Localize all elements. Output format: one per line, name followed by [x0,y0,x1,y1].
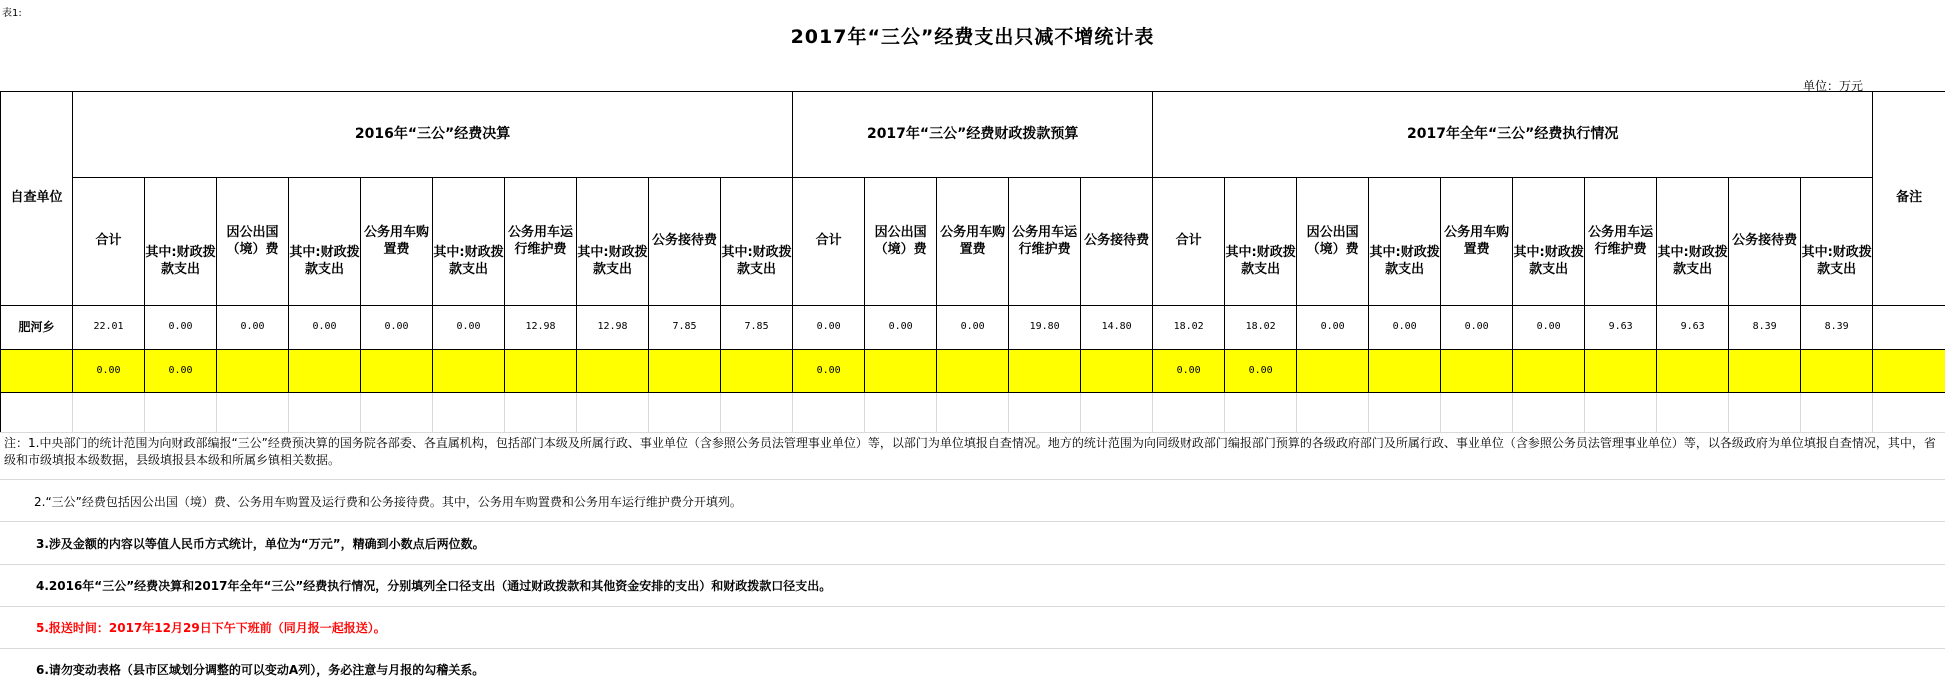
column-header: 其中:财政拨款支出 [1225,178,1297,306]
group-header-2016-final-accounts: 2016年“三公”经费决算 [73,92,793,178]
column-header: 其中:财政拨款支出 [1513,178,1585,306]
table-cell [217,350,289,393]
column-header: 其中:财政拨款支出 [145,178,217,306]
empty-cell [1297,393,1369,433]
sheet-label: 表1: [2,8,22,19]
table-cell [1657,350,1729,393]
empty-cell [1,393,73,433]
table-cell [433,350,505,393]
empty-cell [865,393,937,433]
column-header: 公务用车购置费 [1441,178,1513,306]
table-cell [577,350,649,393]
table-cell: 8.39 [1729,306,1801,350]
table-cell: 9.63 [1657,306,1729,350]
table-cell: 0.00 [289,306,361,350]
empty-cell [1801,393,1873,433]
table-cell [1009,350,1081,393]
empty-cell [793,393,865,433]
table-cell [1081,350,1153,393]
note-1: 注：1.中央部门的统计范围为向财政部编报“三公”经费预决算的国务院各部委、各直属机构，包括部门本级及所属行政、事业单位（含参照公务员法管理事业单位）等，以部门为单位填报自查情况。地方的统计范围为向同级财政部门编报部门预算的各级政府部门及所属行政、事业单位（含参照公务员法管理事业单位）等，以各级政府为单位填报自查情况，其中，省级和市级填报本级数据，县级填报县本级和所属乡镇相关数据。 [4,436,1936,467]
empty-cell [1225,393,1297,433]
empty-cell [577,393,649,433]
empty-cell [937,393,1009,433]
empty-cell [433,393,505,433]
table-cell: 0.00 [1441,306,1513,350]
empty-cell [1081,393,1153,433]
column-header: 合计 [73,178,145,306]
column-header: 其中:财政拨款支出 [1801,178,1873,306]
column-header: 公务接待费 [1729,178,1801,306]
table-cell: 19.80 [1009,306,1081,350]
table-cell: 7.85 [721,306,793,350]
table-cell: 0.00 [433,306,505,350]
statistics-table [0,91,1945,433]
column-header: 其中:财政拨款支出 [1657,178,1729,306]
remark-column-header: 备注 [1873,92,1945,306]
table-cell: 9.63 [1585,306,1657,350]
table-cell: 0.00 [1225,350,1297,393]
column-header: 其中:财政拨款支出 [433,178,505,306]
empty-cell [649,393,721,433]
table-cell: 18.02 [1153,306,1225,350]
note-5-deadline: 5.报送时间：2017年12月29日下午下班前（同月报一起报送）。 [36,621,386,635]
note-2: 2.“三公”经费包括因公出国（境）费、公务用车购置及运行费和公务接待费。其中，公务用车购置费和公务用车运行维护费分开填列。 [34,495,742,509]
table-cell [289,350,361,393]
column-header: 公务用车购置费 [937,178,1009,306]
column-header: 其中:财政拨款支出 [721,178,793,306]
table-cell: 0.00 [1513,306,1585,350]
note-6: 6.请勿变动表格（县市区域划分调整的可以变动A列），务必注意与月报的勾稽关系。 [36,663,485,677]
row-unit-name [1,350,73,393]
empty-cell [217,393,289,433]
empty-cell [289,393,361,433]
empty-cell [1369,393,1441,433]
table-cell [1513,350,1585,393]
table-cell: 0.00 [793,350,865,393]
table-cell [361,350,433,393]
column-header: 公务用车购置费 [361,178,433,306]
table-cell [1801,350,1873,393]
table-cell: 0.00 [865,306,937,350]
table-cell [649,350,721,393]
column-header: 公务接待费 [1081,178,1153,306]
table-cell [1441,350,1513,393]
unit-column-header: 自查单位 [1,92,73,306]
column-header: 其中:财政拨款支出 [577,178,649,306]
group-header-2017-execution: 2017年全年“三公”经费执行情况 [1153,92,1873,178]
table-cell [1369,350,1441,393]
row-remark [1873,306,1945,350]
empty-cell [505,393,577,433]
note-4: 4.2016年“三公”经费决算和2017年全年“三公”经费执行情况，分别填列全口径支出（通过财政拨款和其他资金安排的支出）和财政拨款口径支出。 [36,579,832,593]
empty-cell [1657,393,1729,433]
table-cell [937,350,1009,393]
empty-cell [1513,393,1585,433]
table-cell [721,350,793,393]
table-cell [505,350,577,393]
table-cell: 0.00 [793,306,865,350]
empty-cell [1729,393,1801,433]
empty-cell [145,393,217,433]
table-cell: 12.98 [577,306,649,350]
empty-cell [73,393,145,433]
column-header: 因公出国（境）费 [865,178,937,306]
empty-cell [1009,393,1081,433]
column-header: 其中:财政拨款支出 [289,178,361,306]
column-header: 公务用车运行维护费 [505,178,577,306]
table-cell: 0.00 [145,350,217,393]
empty-cell [721,393,793,433]
note-3: 3.涉及金额的内容以等值人民币方式统计，单位为“万元”，精确到小数点后两位数。 [36,537,485,551]
table-cell: 8.39 [1801,306,1873,350]
row-unit-name: 肥河乡 [1,306,73,350]
column-header: 公务用车运行维护费 [1585,178,1657,306]
empty-cell [1441,393,1513,433]
column-header: 因公出国（境）费 [217,178,289,306]
table-cell: 0.00 [73,350,145,393]
empty-cell [1873,393,1945,433]
table-cell: 22.01 [73,306,145,350]
table-cell: 0.00 [145,306,217,350]
row-remark [1873,350,1945,393]
table-cell [1729,350,1801,393]
table-cell: 18.02 [1225,306,1297,350]
column-header: 公务用车运行维护费 [1009,178,1081,306]
unit-label: 单位：万元 [1803,79,1864,93]
table-cell: 12.98 [505,306,577,350]
table-cell: 0.00 [937,306,1009,350]
empty-cell [1153,393,1225,433]
empty-cell [361,393,433,433]
empty-cell [1585,393,1657,433]
table-cell: 0.00 [361,306,433,350]
column-header: 公务接待费 [649,178,721,306]
page-title: 2017年“三公”经费支出只减不增统计表 [790,26,1155,48]
column-header: 因公出国（境）费 [1297,178,1369,306]
table-cell: 0.00 [1297,306,1369,350]
column-header: 其中:财政拨款支出 [1369,178,1441,306]
table-cell: 0.00 [1153,350,1225,393]
group-header-2017-budget: 2017年“三公”经费财政拨款预算 [793,92,1153,178]
table-cell: 0.00 [1369,306,1441,350]
column-header: 合计 [793,178,865,306]
table-cell: 14.80 [1081,306,1153,350]
column-header: 合计 [1153,178,1225,306]
table-cell [1585,350,1657,393]
table-cell: 0.00 [217,306,289,350]
table-cell [1297,350,1369,393]
table-cell [865,350,937,393]
table-cell: 7.85 [649,306,721,350]
